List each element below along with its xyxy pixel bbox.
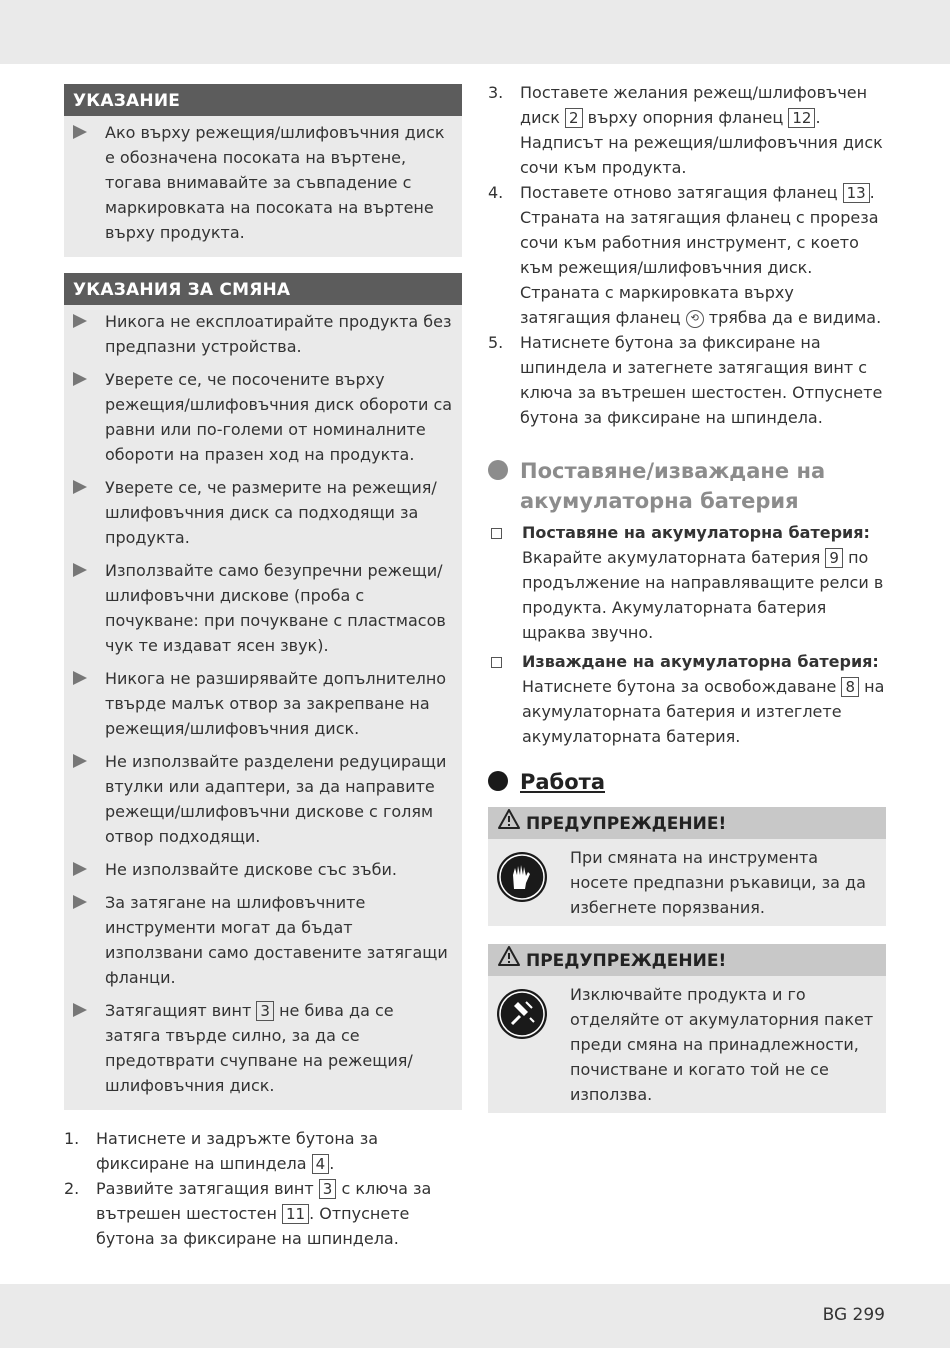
bullet-triangle-icon bbox=[73, 480, 87, 494]
part-number: 12 bbox=[788, 108, 815, 128]
steps-right bbox=[488, 80, 886, 430]
warning-box-gloves bbox=[488, 807, 886, 926]
change-item: Никога не разширявайте допълнително твърде малък отвор за закрепване на режещия/шлифовъчния диск. bbox=[73, 666, 454, 741]
warning-triangle-icon bbox=[498, 807, 520, 841]
bullet-triangle-icon bbox=[73, 895, 87, 909]
warning-text: При смяната на инструмента носете предпазни ръкавици, за да избегнете порязвания. bbox=[570, 848, 866, 917]
battery-section-heading: Поставяне/изваждане на акумулаторна батерия bbox=[488, 456, 886, 516]
part-number: 13 bbox=[843, 183, 870, 203]
part-number: 9 bbox=[825, 548, 843, 568]
part-number: 8 bbox=[841, 677, 859, 697]
section-dot-icon bbox=[488, 460, 508, 480]
steps-left bbox=[64, 1126, 462, 1251]
change-item: Никога не експлоатирайте продукта без предпазни устройства. bbox=[73, 309, 454, 359]
note-box bbox=[64, 84, 462, 257]
change-item: Използвайте само безупречни режещи/ шлифовъчни дискове (проба с почукване: при почукване с пластмасов чук те издават ясен звук). bbox=[73, 558, 454, 658]
checkbox-square-icon bbox=[491, 528, 502, 539]
page-number: BG 299 bbox=[822, 1305, 885, 1325]
step-item: 1. Натиснете и задръжте бутона за фиксиране на шпиндела 4 . bbox=[64, 1129, 378, 1173]
insert-battery-item: Поставяне на акумулаторна батерия: Вкарайте акумулаторната батерия 9 по продължение на направляващите релси в продукта. Акумулаторната батерия щраква звучно. bbox=[488, 520, 886, 645]
bottom-band bbox=[0, 1284, 950, 1348]
change-item: Уверете се, че размерите на режещия/ шлифовъчния диск са подходящи за продукта. bbox=[73, 475, 454, 550]
step-item: 2. Развийте затягащия винт 3 с ключа за вътрешен шестостен 11 . Отпуснете бутона за фиксиране на шпиндела. bbox=[64, 1179, 432, 1248]
remove-battery-item: Изваждане на акумулаторна батерия: Натиснете бутона за освобождаване 8 на акумулаторната батерия и изтеглете акумулаторната батерия. bbox=[488, 649, 886, 749]
change-item: Затягащият винт 3 не бива да се затяга твърде силно, за да се предотврати счупване на режещия/шлифовъчния диск. bbox=[73, 998, 454, 1098]
step-item: 5. Натиснете бутона за фиксиране на шпиндела и затегнете затягащия винт с ключа за вътрешен шестостен. Отпуснете бутона за фиксиране на шпиндела. bbox=[488, 333, 883, 427]
gloves-icon bbox=[496, 851, 548, 903]
bullet-triangle-icon bbox=[73, 372, 87, 386]
checkbox-square-icon bbox=[491, 657, 502, 668]
note-item: Ако върху режещия/шлифовъчния диск е обозначена посоката на въртене, тогава внимавайте за съвпадение с маркировката на посоката на въртене върху продукта. bbox=[73, 120, 454, 245]
warning-text: Изключвайте продукта и го отделяйте от акумулаторния пакет преди смяна на принадлежности, почистване и когато той не се използва. bbox=[570, 985, 874, 1104]
warning-title: ПРЕДУПРЕЖДЕНИЕ! bbox=[526, 951, 727, 971]
bullet-triangle-icon bbox=[73, 1003, 87, 1017]
part-number: 4 bbox=[312, 1154, 330, 1174]
change-item: Не използвайте разделени редуциращи втулки или адаптери, за да направите режещи/шлифовъчни дискове с голям отвор подходящи. bbox=[73, 749, 454, 849]
part-number: 3 bbox=[256, 1001, 274, 1021]
step-item: 4. Поставете отново затягащия фланец 13 . Страната на затягащия фланец с прореза сочи към работния инструмент, с което към режещия/шлифовъчния диск. Страната с маркировката върху затягащия фланец ⟲ трябва да е видима. bbox=[488, 183, 882, 327]
part-number: 2 bbox=[565, 108, 583, 128]
warning-title: ПРЕДУПРЕЖДЕНИЕ! bbox=[526, 814, 727, 834]
bullet-triangle-icon bbox=[73, 563, 87, 577]
work-section-heading: Работа bbox=[488, 767, 886, 797]
note-box-title: УКАЗАНИЕ bbox=[64, 84, 462, 116]
part-number: 3 bbox=[319, 1179, 337, 1199]
bullet-triangle-icon bbox=[73, 754, 87, 768]
right-column bbox=[488, 80, 886, 1113]
warning-triangle-icon bbox=[498, 944, 520, 978]
bullet-triangle-icon bbox=[73, 314, 87, 328]
left-column bbox=[64, 84, 462, 1251]
change-box-title: УКАЗАНИЯ ЗА СМЯНА bbox=[64, 273, 462, 305]
change-box bbox=[64, 273, 462, 1110]
change-item: За затягане на шлифовъчните инструменти могат да бъдат използвани само доставените затягащи фланци. bbox=[73, 890, 454, 990]
top-band bbox=[0, 0, 950, 64]
step-item: 3. Поставете желания режещ/шлифовъчен диск 2 върху опорния фланец 12 . Надписът на режещия/шлифовъчния диск сочи към продукта. bbox=[488, 83, 883, 177]
section-dot-icon bbox=[488, 771, 508, 791]
change-item: Не използвайте дискове със зъби. bbox=[73, 857, 454, 882]
bullet-triangle-icon bbox=[73, 862, 87, 876]
warning-box-unplug bbox=[488, 944, 886, 1113]
change-item: Уверете се, че посочените върху режещия/шлифовъчния диск обороти са равни или по-големи от номиналните обороти на празен ход на продукта. bbox=[73, 367, 454, 467]
unplug-icon bbox=[496, 988, 548, 1040]
part-number: 11 bbox=[282, 1204, 309, 1224]
rotation-mark-icon: ⟲ bbox=[686, 310, 704, 328]
bullet-triangle-icon bbox=[73, 671, 87, 685]
bullet-triangle-icon bbox=[73, 125, 87, 139]
